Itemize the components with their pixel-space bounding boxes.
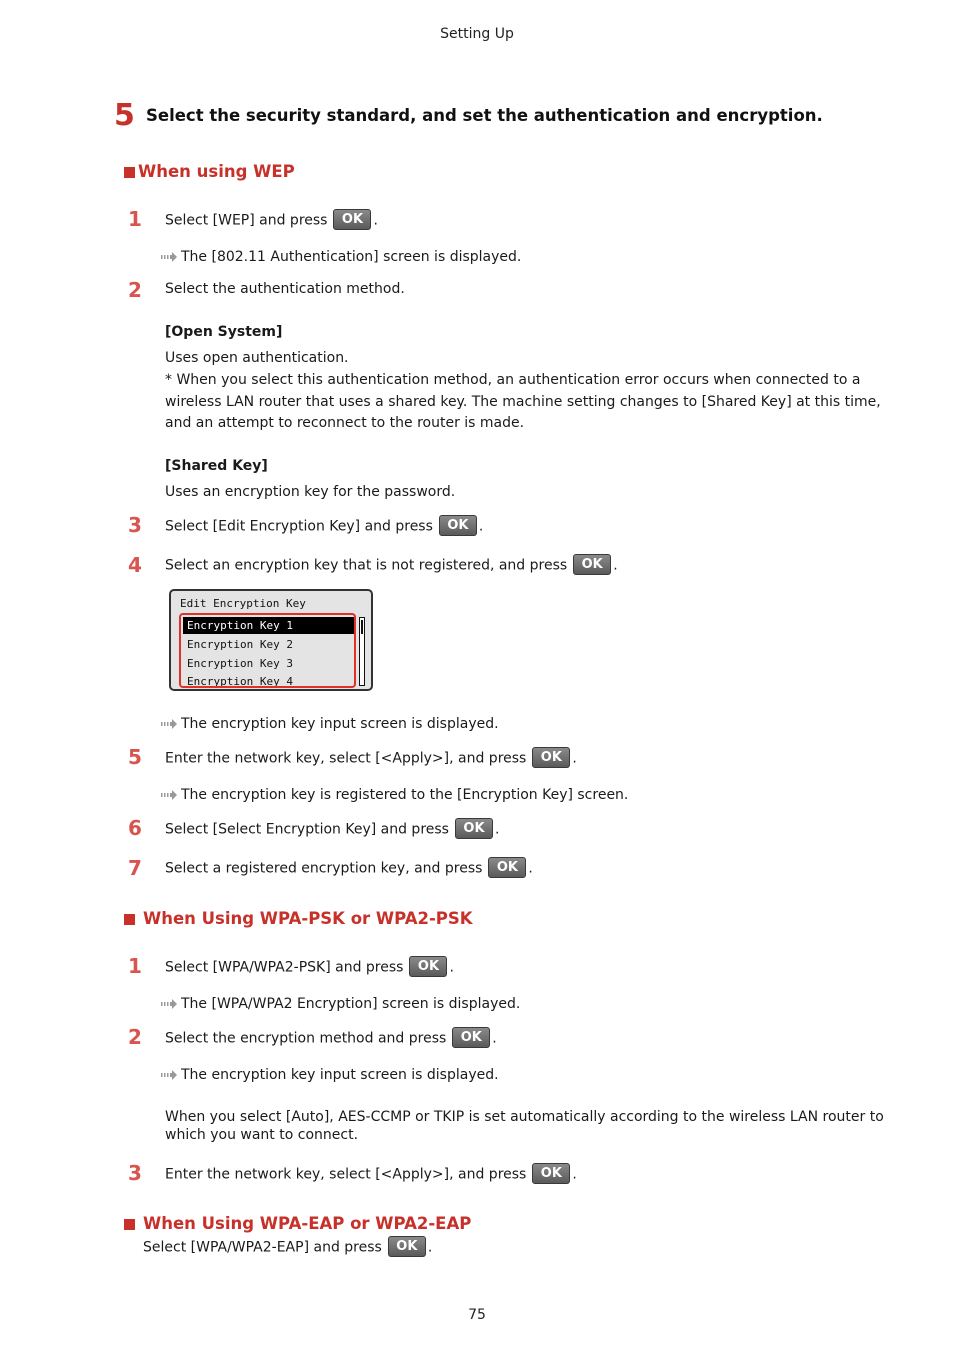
step-text: Select [WPA/WPA2-PSK] and press OK . (165, 957, 454, 979)
step-result: The encryption key input screen is displayed. (161, 714, 499, 734)
step-number: 1 (128, 207, 142, 231)
screen-highlight-frame (179, 613, 356, 688)
step-number: 2 (128, 278, 142, 302)
step-number: 1 (128, 954, 142, 978)
section-heading-wep (124, 161, 295, 183)
option-title: [Open System] (165, 324, 283, 340)
screen-scrollbar (359, 617, 365, 686)
step-number: 2 (128, 1025, 142, 1049)
screen-list-item: Encryption Key 2 (187, 638, 293, 651)
step-result: The [802.11 Authentication] screen is displayed. (161, 247, 521, 267)
ok-key-icon: OK (439, 515, 477, 536)
main-step-number: 5 (114, 98, 135, 133)
ok-key-icon: OK (333, 209, 371, 230)
ok-key-icon: OK (488, 857, 526, 878)
ok-key-icon: OK (532, 1163, 570, 1184)
step-text: Select the encryption method and press OK . (165, 1028, 497, 1050)
screen-scrollbar-thumb (361, 620, 363, 634)
step-number: 3 (128, 513, 142, 537)
step-text: Select [Select Encryption Key] and press OK . (165, 819, 499, 841)
page-number: 75 (468, 1307, 486, 1323)
square-bullet-icon (124, 167, 135, 178)
ok-key-icon: OK (409, 956, 447, 977)
result-arrow-icon (161, 252, 177, 262)
square-bullet-icon (124, 1219, 135, 1230)
step-text: Enter the network key, select [<Apply>], and press OK . (165, 748, 577, 770)
step-text: Select [Edit Encryption Key] and press OK . (165, 516, 483, 538)
result-arrow-icon (161, 790, 177, 800)
step-number: 6 (128, 816, 142, 840)
option-note: * When you select this authentication method, an authentication error occurs when connected to a wireless LAN router that uses a shared key. The machine setting changes to [Shared Key] at this time, and an attempt to reconnect to the router is made. (165, 372, 881, 431)
step-text: Select [WEP] and press OK . (165, 210, 378, 232)
ok-key-icon: OK (455, 818, 493, 839)
page-header: Setting Up (440, 26, 514, 42)
screen-list-item: Encryption Key 4 (187, 675, 293, 688)
step-text: Enter the network key, select [<Apply>], and press OK . (165, 1164, 577, 1186)
ok-key-icon: OK (452, 1027, 490, 1048)
step-number: 5 (128, 745, 142, 769)
option-description: Uses an encryption key for the password. (165, 484, 456, 500)
step-text: Select the authentication method. (165, 281, 405, 297)
option-description: Uses open authentication. (165, 350, 349, 366)
ok-key-icon: OK (532, 747, 570, 768)
step-result: The encryption key is registered to the [Encryption Key] screen. (161, 785, 628, 805)
step-number: 4 (128, 553, 142, 577)
section-heading-wep-text: When using WEP (138, 162, 295, 181)
step-text: Select an encryption key that is not registered, and press OK . (165, 555, 618, 577)
result-arrow-icon (161, 719, 177, 729)
screen-list-item: Encryption Key 3 (187, 657, 293, 670)
section-heading-wpa-eap (124, 1213, 471, 1235)
step-text: Select [WPA/WPA2-EAP] and press OK . (143, 1237, 432, 1259)
result-arrow-icon (161, 1070, 177, 1080)
square-bullet-icon (124, 914, 135, 925)
step-text: Select a registered encryption key, and press OK . (165, 858, 533, 880)
step-note: When you select [Auto], AES-CCMP or TKIP is set automatically according to the wireless LAN router to which you want to connect. (165, 1109, 884, 1143)
step-result: The encryption key input screen is displayed. (161, 1065, 499, 1085)
step-result: The [WPA/WPA2 Encryption] screen is displayed. (161, 994, 520, 1014)
section-heading-wpa-psk (124, 908, 473, 930)
ok-key-icon: OK (573, 554, 611, 575)
step-number: 3 (128, 1161, 142, 1185)
edit-encryption-key-screen (169, 589, 373, 691)
ok-key-icon: OK (388, 1236, 426, 1257)
section-heading-wpa-psk-text: When Using WPA-PSK or WPA2-PSK (143, 909, 473, 928)
main-step-title: Select the security standard, and set the authentication and encryption. (146, 106, 823, 125)
result-arrow-icon (161, 999, 177, 1009)
screen-title: Edit Encryption Key (180, 597, 306, 610)
screen-list-item: Encryption Key 1 (183, 617, 356, 634)
section-heading-wpa-eap-text: When Using WPA-EAP or WPA2-EAP (143, 1214, 472, 1233)
step-number: 7 (128, 856, 142, 880)
option-title: [Shared Key] (165, 458, 268, 474)
